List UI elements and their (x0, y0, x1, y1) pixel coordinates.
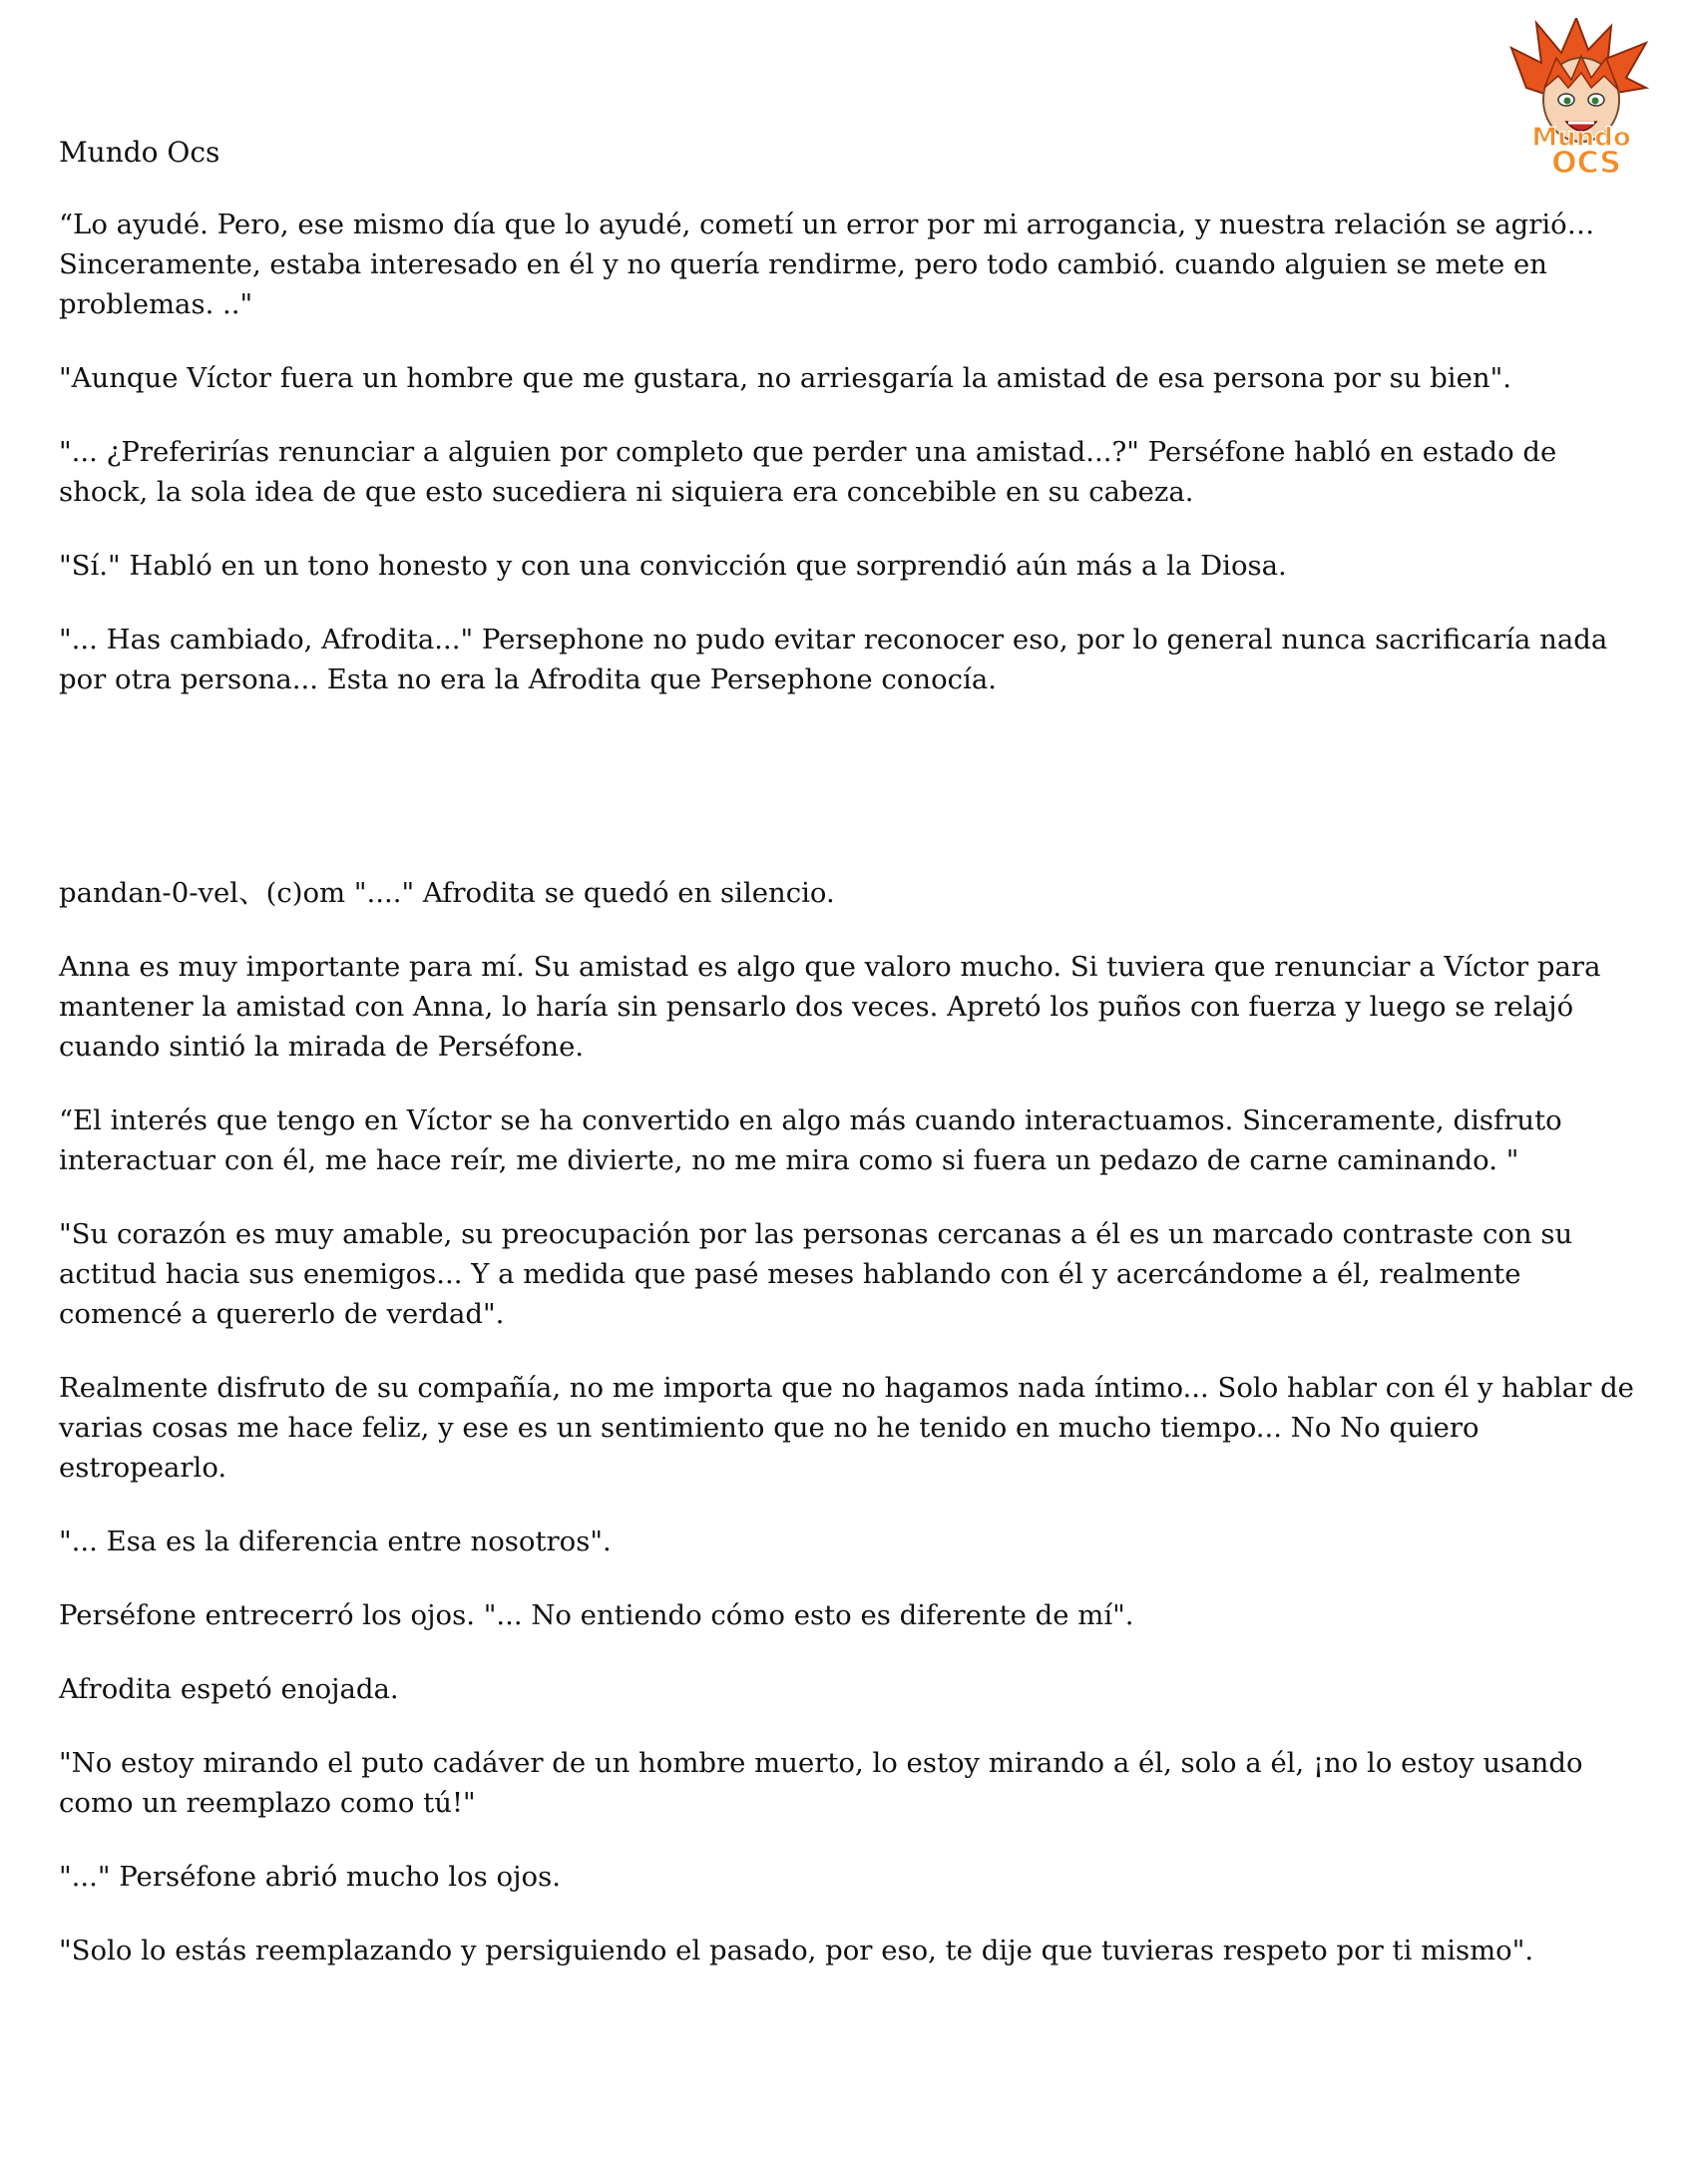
paragraph: Perséfone entrecerró los ojos. "... No entiendo cómo esto es diferente de mí". (59, 1599, 1134, 1631)
paragraph: “El interés que tengo en Víctor se ha convertido en algo más cuando interactuamos. Sinceramente, disfruto interactuar con él, me hace reír, me divierte, no me mira como si fuera un pedazo de carne caminando. " (59, 1104, 1562, 1176)
paragraph: "Su corazón es muy amable, su preocupación por las personas cercanas a él es un marcado contraste con su actitud hacia sus enemigos... Y a medida que pasé meses hablando con él y acercándome a él, realmente comencé a quererlo de verdad". (59, 1218, 1573, 1330)
paragraph: "Solo lo estás reemplazando y persiguiendo el pasado, por eso, te dije que tuvieras respeto por ti mismo". (59, 1935, 1534, 1966)
paragraph: Anna es muy importante para mí. Su amistad es algo que valoro mucho. Si tuviera que renunciar a Víctor para mantener la amistad con Anna, lo haría sin pensarlo dos veces. Apretó los puños con fuerza y luego se relajó cuando sintió la mirada de Perséfone. (59, 951, 1601, 1063)
paragraph: "No estoy mirando el puto cadáver de un hombre muerto, lo estoy mirando a él, solo a él, ¡no lo estoy usando como un reemplazo como tú!" (59, 1747, 1583, 1819)
paragraph: "Aunque Víctor fuera un hombre que me gustara, no arriesgaría la amistad de esa persona por su bien". (59, 362, 1511, 394)
paragraph: "... Has cambiado, Afrodita..." Persephone no pudo evitar reconocer eso, por lo general nunca sacrificaría nada por otra persona... Esta no era la Afrodita que Persephone conocía. (59, 624, 1608, 695)
svg-text:OCS: OCS (1551, 146, 1621, 178)
paragraph: Afrodita espetó enojada. (59, 1673, 399, 1705)
text-section-2 (59, 873, 1635, 2004)
paragraph: Realmente disfruto de su compañía, no me importa que no hagamos nada íntimo... Solo hablar con él y hablar de varias cosas me hace feliz, y ese es un sentimiento que no he tenido en mucho tiempo... No No quiero estropearlo. (59, 1372, 1634, 1484)
paragraph: “Lo ayudé. Pero, ese mismo día que lo ayudé, cometí un error por mi arrogancia, y nuestra relación se agrió… Sinceramente, estaba interesado en él y no quería rendirme, pero todo cambió. cuando alguien se mete en problemas. .." (59, 209, 1595, 320)
paragraph: "... Esa es la diferencia entre nosotros". (59, 1526, 612, 1557)
paragraph: pandan-0-vel、(c)om "...." Afrodita se quedó en silencio. (59, 877, 835, 909)
site-name: Mundo Ocs (59, 136, 220, 169)
paragraph: "... ¿Preferirías renunciar a alguien por completo que perder una amistad...?" Perséfone habló en estado de shock, la sola idea de que esto sucediera ni siquiera era concebible en su cabeza. (59, 436, 1557, 508)
paragraph: "Sí." Habló en un tono honesto y con una convicción que sorprendió aún más a la Diosa. (59, 550, 1287, 582)
svg-text:Mundo: Mundo (1531, 123, 1631, 153)
anime-character-logo-icon (1496, 18, 1666, 178)
site-logo (1496, 18, 1666, 178)
paragraph: "..." Perséfone abrió mucho los ojos. (59, 1861, 561, 1893)
text-section-1 (59, 205, 1635, 733)
